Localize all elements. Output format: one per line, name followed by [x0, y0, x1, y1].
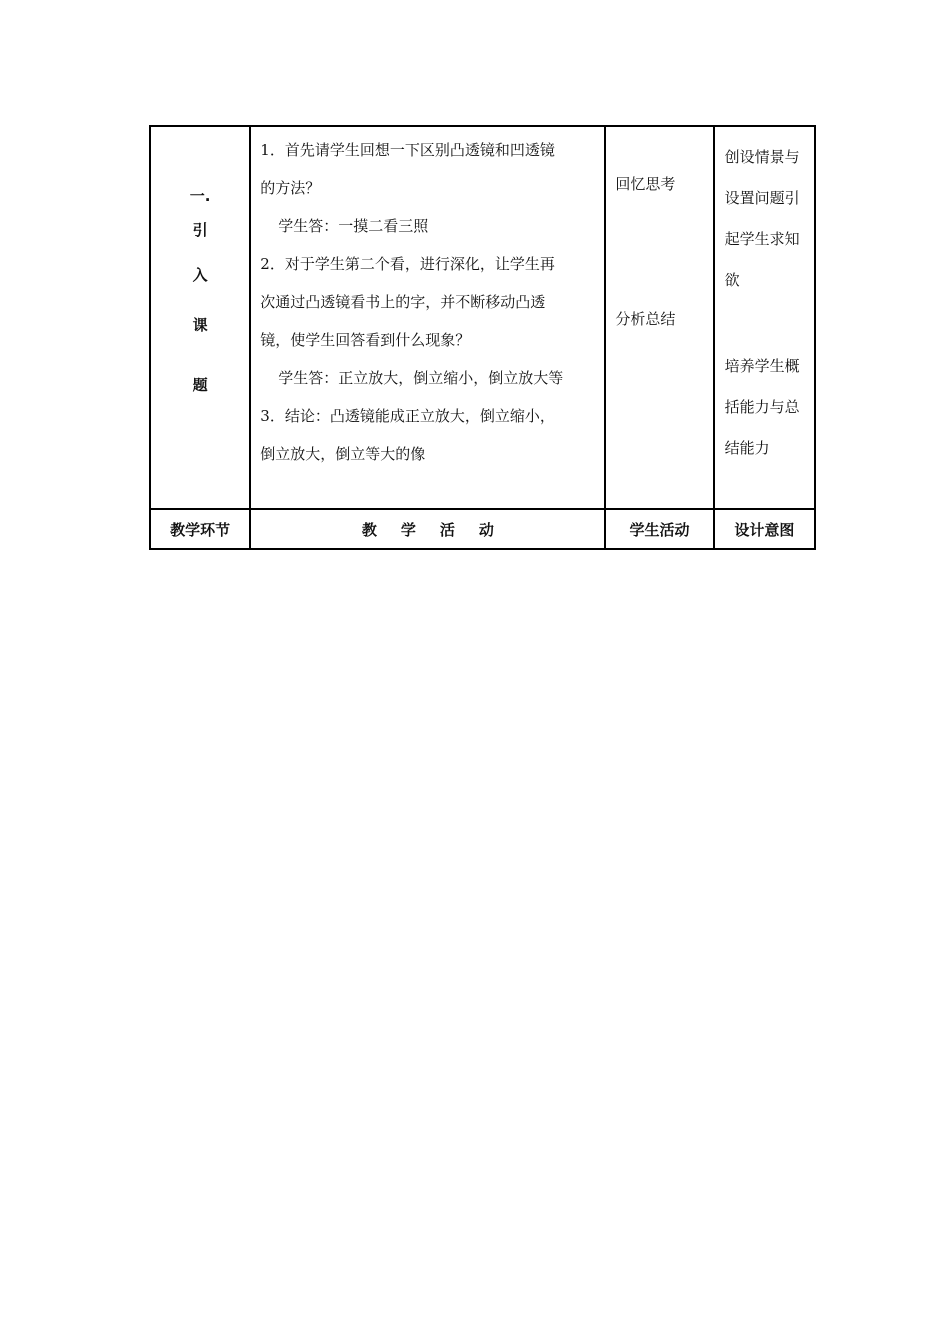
- design-intent-line: 设置问题引: [724, 189, 800, 207]
- student-activity-item: 回忆思考: [615, 175, 676, 193]
- stage-char: 一.: [189, 187, 211, 205]
- design-intent-block: [725, 137, 808, 301]
- table-row: [150, 126, 815, 509]
- activity-line: 3．结论：凸透镜能成正立放大，倒立缩小，: [260, 407, 555, 425]
- activity-cell: [250, 126, 605, 509]
- activity-line: 学生答：一摸二看三照: [278, 217, 429, 235]
- header-activity: 教学活动: [250, 509, 605, 549]
- header-student-activity: 学生活动: [605, 509, 713, 549]
- design-intent-line: 起学生求知: [724, 230, 800, 248]
- activity-line: 学生答：正立放大，倒立缩小，倒立放大等: [278, 369, 564, 387]
- table-header-row: [150, 509, 815, 549]
- stage-char: 题: [192, 376, 208, 394]
- student-activity-cell: [605, 126, 713, 509]
- activity-line: 镜，使学生回答看到什么现象？: [260, 331, 471, 349]
- design-intent-line: 创设情景与: [724, 148, 800, 166]
- activity-line: 2．对于学生第二个看，进行深化，让学生再: [260, 255, 555, 273]
- activity-line: 倒立放大，倒立等大的像: [260, 445, 426, 463]
- stage-char: 引: [192, 221, 208, 239]
- design-intent-line: 结能力: [724, 439, 770, 457]
- stage-char: 课: [192, 316, 208, 334]
- activity-line: 的方法？: [260, 179, 321, 197]
- stage-cell: [150, 126, 250, 509]
- activity-text: [260, 131, 596, 473]
- design-intent-block: [725, 346, 808, 469]
- activity-line: 次通过凸透镜看书上的字，并不断移动凸透: [260, 293, 546, 311]
- lesson-plan-table: [149, 125, 816, 550]
- design-intent-line: 括能力与总: [724, 398, 800, 416]
- stage-char: 入: [192, 266, 208, 284]
- header-design-intent: 设计意图: [714, 509, 815, 549]
- design-intent-cell: [714, 126, 815, 509]
- student-activity-item: 分析总结: [615, 310, 676, 328]
- design-intent-line: 欲: [724, 271, 740, 289]
- activity-line: 1．首先请学生回想一下区别凸透镜和凹透镜: [260, 141, 555, 159]
- design-intent-line: 培养学生概: [724, 357, 800, 375]
- header-stage: 教学环节: [150, 509, 250, 549]
